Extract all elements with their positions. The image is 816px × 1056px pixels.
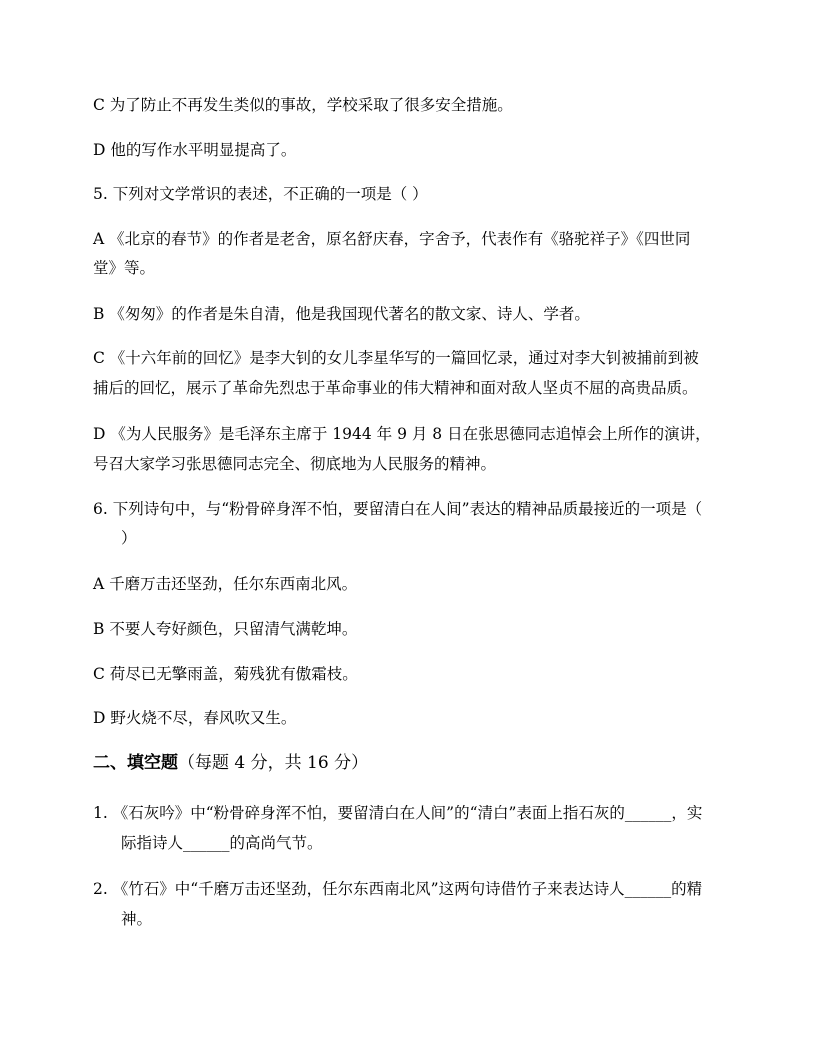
fill-question-2-cont: 神。 xyxy=(121,910,153,928)
option-b-q5: B 《匆匆》的作者是朱自清，他是我国现代著名的散文家、诗人、学者。 xyxy=(93,305,590,323)
question-5: 5. 下列对文学常识的表述，不正确的一项是（ ） xyxy=(93,185,428,203)
fill-question-1-cont: 际指诗人______的高尚气节。 xyxy=(121,834,323,852)
option-a-q5-cont: 堂》等。 xyxy=(93,259,156,277)
fill-question-1: 1. 《石灰吟》中“粉骨碎身浑不怕，要留清白在人间”的“清白”表面上指石灰的______，实 xyxy=(93,804,703,822)
option-c-q5-cont: 捕后的回忆，展示了革命先烈忠于革命事业的伟大精神和面对敌人坚贞不屈的高贵品质。 xyxy=(93,379,698,397)
option-a-q5: A 《北京的春节》的作者是老舍，原名舒庆春，字舍予，代表作有《骆驼祥子》《四世同 xyxy=(93,230,691,248)
option-d-q4: D 他的写作水平明显提高了。 xyxy=(93,141,297,159)
section-title: 二、填空题 xyxy=(93,753,178,773)
option-c-q6: C 荷尽已无擎雨盖，菊残犹有傲霜枝。 xyxy=(93,665,358,683)
question-6: 6. 下列诗句中，与“粉骨碎身浑不怕，要留清白在人间”表达的精神品质最接近的一项是（ xyxy=(93,500,703,518)
option-d-q5: D 《为人民服务》是毛泽东主席于 1944 年 9 月 8 日在张思德同志追悼会上所作的演讲， xyxy=(93,425,711,443)
option-a-q6: A 千磨万击还坚劲，任尔东西南北风。 xyxy=(93,575,358,593)
fill-question-2: 2. 《竹石》中“千磨万击还坚劲，任尔东西南北风”这两句诗借竹子来表达诗人______的精 xyxy=(93,880,703,898)
section-note: （每题 4 分，共 16 分） xyxy=(178,753,369,773)
option-b-q6: B 不要人夸好颜色，只留清气满乾坤。 xyxy=(93,620,358,638)
question-6-cont: ） xyxy=(121,529,137,547)
option-d-q5-cont: 号召大家学习张思德同志完全、彻底地为人民服务的精神。 xyxy=(93,455,497,473)
section-heading xyxy=(93,752,733,774)
option-c-q5: C 《十六年前的回忆》是李大钊的女儿李星华写的一篇回忆录，通过对李大钊被捕前到被 xyxy=(93,349,699,367)
option-d-q6: D 野火烧不尽，春风吹又生。 xyxy=(93,709,297,727)
option-c-q4: C 为了防止不再发生类似的事故，学校采取了很多安全措施。 xyxy=(93,96,513,114)
